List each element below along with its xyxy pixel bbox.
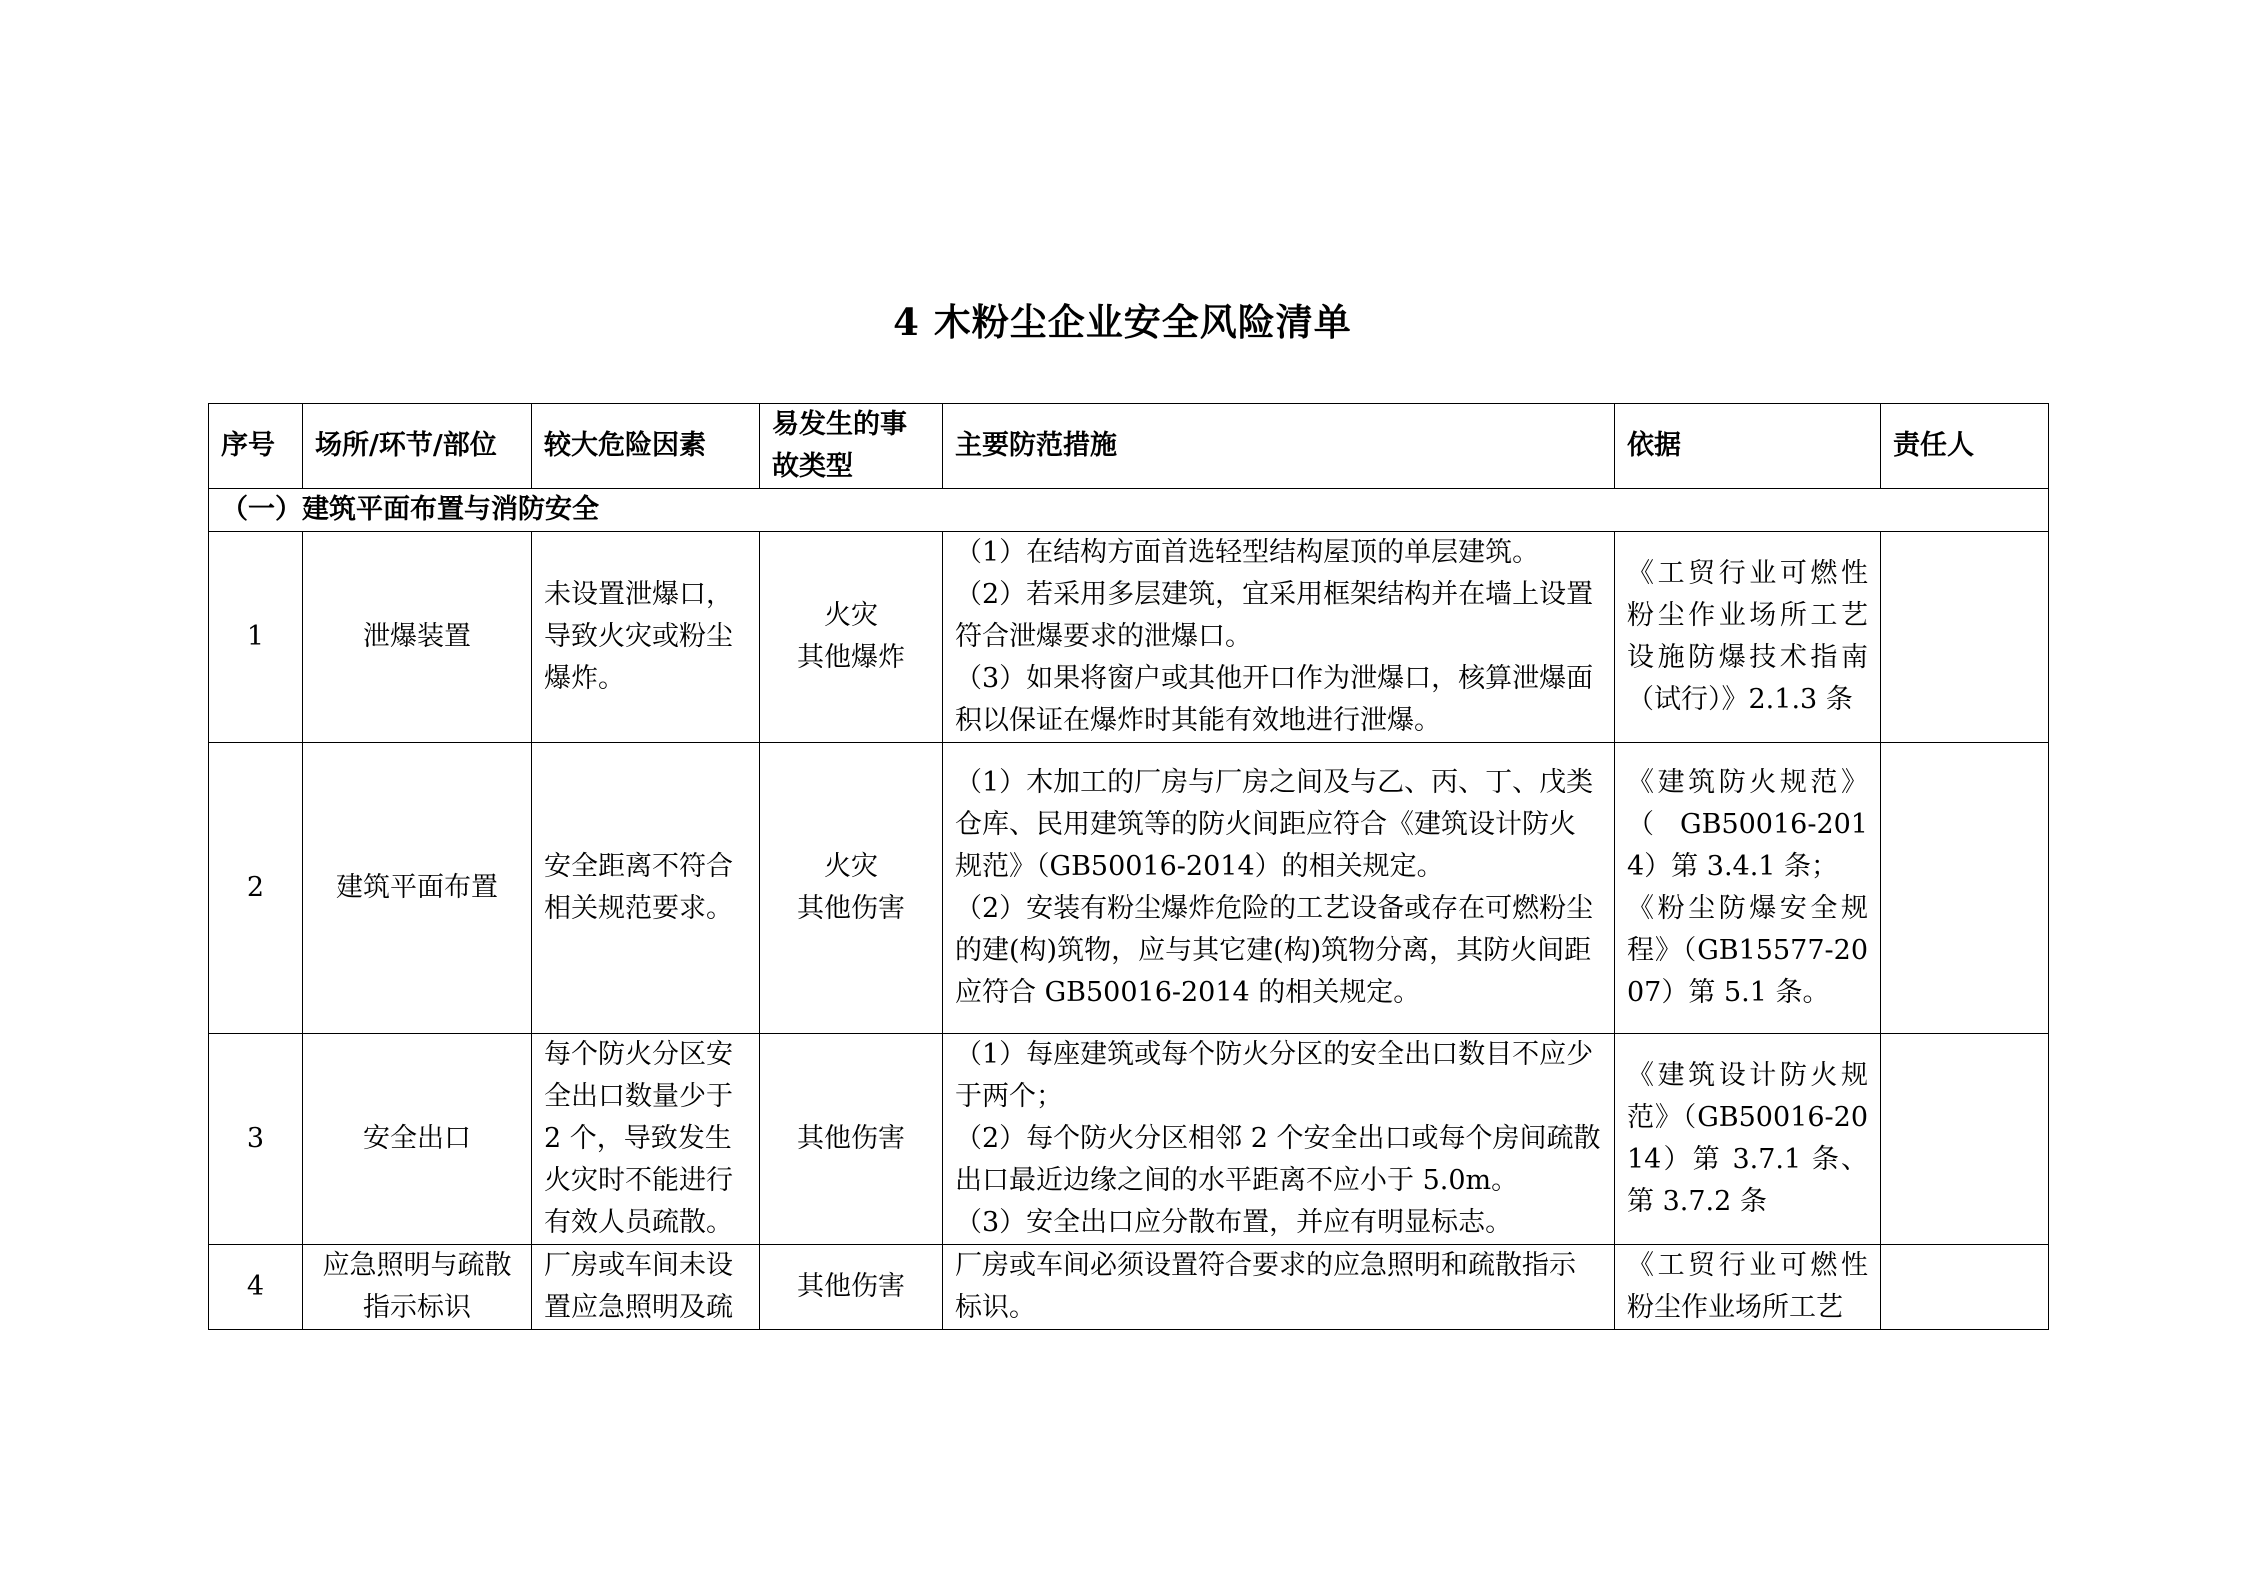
row-basis	[1615, 532, 1881, 743]
row-owner	[1881, 743, 2049, 1034]
row-hazard: 厂房或车间未设置应急照明及疏	[532, 1245, 760, 1330]
measure-item: （3）如果将窗户或其他开口作为泄爆口，核算泄爆面积以保证在爆炸时其能有效地进行泄爆。	[955, 663, 1594, 736]
measure-item: （1）木加工的厂房与厂房之间及与乙、丙、丁、戊类仓库、民用建筑等的防火间距应符合《建筑设计防火规范》（GB50016-2014）的相关规定。	[955, 767, 1594, 882]
row-owner	[1881, 532, 2049, 743]
measure-item: （1）每座建筑或每个防火分区的安全出口数目不应少于两个；	[955, 1039, 1594, 1112]
row-no: 1	[209, 532, 303, 743]
row-no: 3	[209, 1034, 303, 1245]
table-header-row	[209, 404, 2049, 489]
header-hazard: 较大危险因素	[532, 404, 760, 489]
header-owner: 责任人	[1881, 404, 2049, 489]
measure-item: （3）安全出口应分散布置，并应有明显标志。	[955, 1207, 1513, 1238]
table-row	[209, 743, 2049, 1034]
row-accident-type	[760, 1034, 943, 1245]
basis-item: 《工贸行业可燃性粉尘作业场所工艺设施防爆技术指南（试行）》2.1.3 条	[1627, 558, 1868, 715]
row-measures	[943, 743, 1615, 1034]
basis-item: 《建筑设计防火规范》（GB50016-2014）第 3.7.1 条、第 3.7.2 条	[1627, 1060, 1868, 1217]
basis-item: 《粉尘防爆安全规程》（GB15577-2007）第 5.1 条。	[1627, 893, 1868, 1008]
row-basis	[1615, 1245, 1881, 1330]
section-title: （一）建筑平面布置与消防安全	[209, 489, 2049, 532]
accident-type-item: 其他伤害	[797, 1123, 905, 1154]
accident-type-item: 其他伤害	[797, 893, 905, 924]
measure-item: （2）若采用多层建筑，宜采用框架结构并在墙上设置符合泄爆要求的泄爆口。	[955, 579, 1594, 652]
measure-item: 厂房或车间必须设置符合要求的应急照明和疏散指示标识。	[955, 1250, 1576, 1323]
row-basis	[1615, 743, 1881, 1034]
row-owner	[1881, 1245, 2049, 1330]
measure-item: （1）在结构方面首选轻型结构屋顶的单层建筑。	[955, 537, 1540, 568]
header-place: 场所/环节/部位	[303, 404, 532, 489]
row-measures	[943, 1034, 1615, 1245]
row-measures	[943, 1245, 1615, 1330]
row-measures	[943, 532, 1615, 743]
row-accident-type	[760, 1245, 943, 1330]
risk-list-table	[208, 403, 2049, 1330]
row-place: 安全出口	[303, 1034, 532, 1245]
row-accident-type	[760, 532, 943, 743]
row-place: 应急照明与疏散指示标识	[303, 1245, 532, 1330]
row-hazard: 未设置泄爆口，导致火灾或粉尘爆炸。	[532, 532, 760, 743]
basis-item: 《工贸行业可燃性粉尘作业场所工艺	[1627, 1250, 1868, 1323]
basis-item: 《建筑防火规范》（GB50016-2014）第 3.4.1 条；	[1627, 767, 1868, 882]
header-measures: 主要防范措施	[943, 404, 1615, 489]
measure-item: （2）每个防火分区相邻 2 个安全出口或每个房间疏散出口最近边缘之间的水平距离不应小于 5.0m。	[955, 1123, 1601, 1196]
row-owner	[1881, 1034, 2049, 1245]
accident-type-item: 火灾	[824, 851, 878, 882]
table-row	[209, 532, 2049, 743]
row-no: 4	[209, 1245, 303, 1330]
accident-type-item: 其他伤害	[797, 1271, 905, 1302]
row-no: 2	[209, 743, 303, 1034]
row-hazard: 安全距离不符合相关规范要求。	[532, 743, 760, 1034]
section-row	[209, 489, 2049, 532]
row-place: 建筑平面布置	[303, 743, 532, 1034]
header-accident-type: 易发生的事故类型	[760, 404, 943, 489]
header-no: 序号	[209, 404, 303, 489]
table-row	[209, 1034, 2049, 1245]
row-accident-type	[760, 743, 943, 1034]
measure-item: （2）安装有粉尘爆炸危险的工艺设备或存在可燃粉尘的建(构)筑物，应与其它建(构)筑物分离，其防火间距应符合 GB50016-2014 的相关规定。	[955, 893, 1594, 1008]
accident-type-item: 其他爆炸	[797, 642, 905, 673]
row-basis	[1615, 1034, 1881, 1245]
document-title: 4 木粉尘企业安全风险清单	[893, 300, 1352, 344]
table-row	[209, 1245, 2049, 1330]
header-basis: 依据	[1615, 404, 1881, 489]
row-place: 泄爆装置	[303, 532, 532, 743]
accident-type-item: 火灾	[824, 600, 878, 631]
row-hazard: 每个防火分区安全出口数量少于 2 个，导致发生火灾时不能进行有效人员疏散。	[532, 1034, 760, 1245]
